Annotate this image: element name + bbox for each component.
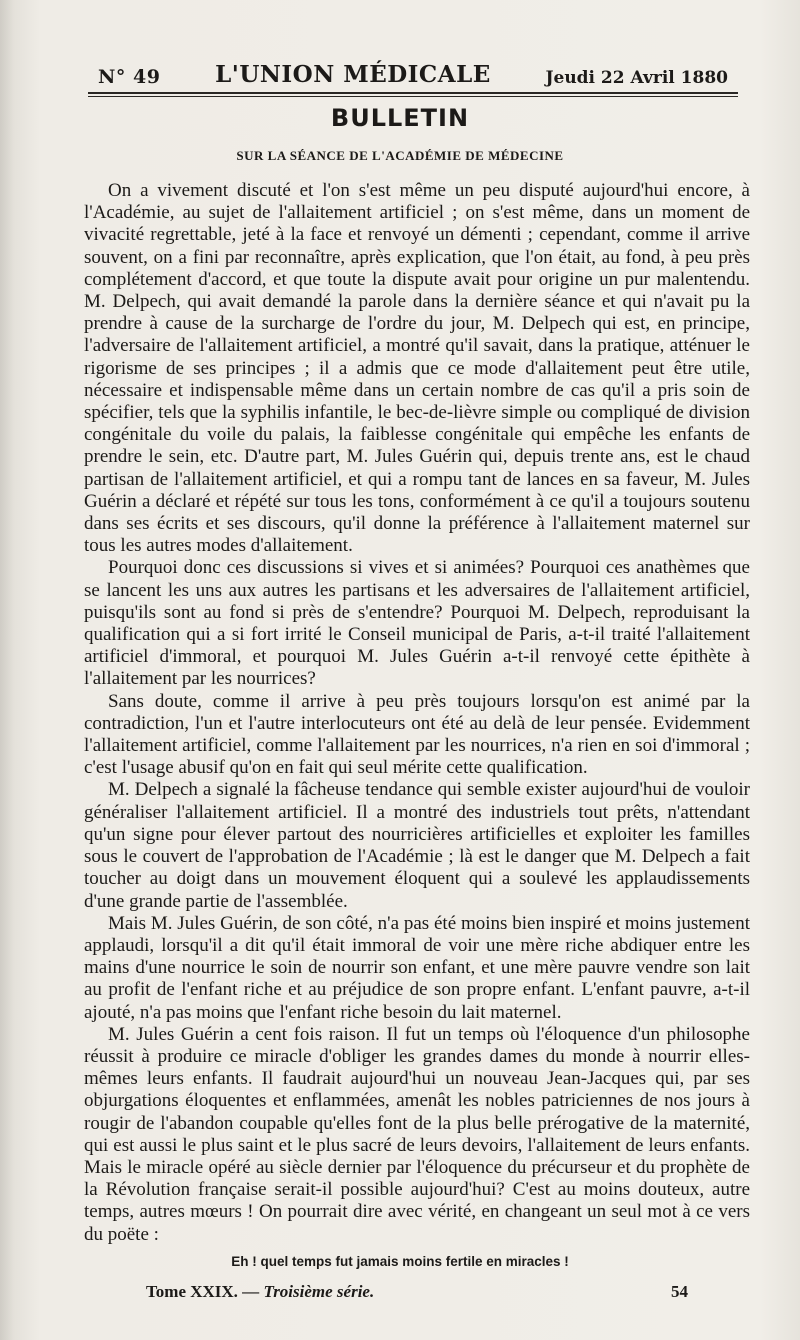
page-footer	[146, 1282, 688, 1302]
paragraph: M. Delpech a signalé la fâcheuse tendance qui semble exister aujourd'hui de vouloir généraliser l'allaitement artificiel. Il a montré des industriels tout prêts, n'attendant qu'un signe pour élever partout des nourricières artificielles et exploiter les familles sous le couvert de l'approbation de l'Académie ; là est le danger que M. Delpech a fait toucher au doigt dans un mouvement éloquent qui a soulevé les applaudissements d'une grande partie de l'assemblée.	[84, 779, 750, 912]
page-number: 54	[671, 1282, 688, 1301]
page-header	[98, 48, 728, 88]
journal-title: L'UNION MÉDICALE	[215, 61, 491, 88]
verse-quote: Eh ! quel temps fut jamais moins fertile en miracles !	[231, 1254, 569, 1269]
article-body	[84, 180, 750, 1246]
section-subtitle: SUR LA SÉANCE DE L'ACADÉMIE DE MÉDECINE	[236, 148, 564, 163]
section-title: BULLETIN	[330, 104, 470, 132]
header-rule	[88, 92, 738, 97]
series-label: Troisième série.	[263, 1282, 375, 1301]
tome-label: Tome XXIX. —	[146, 1282, 260, 1301]
paragraph: On a vivement discuté et l'on s'est même un peu disputé aujourd'hui encore, à l'Académie, au sujet de l'allaitement artificiel ; on s'est même, dans un moment de vivacité regrettable, jeté à la face et renvoyé un démenti ; cependant, comme il arrive souvent, on a fini par reconnaître, après explication, que l'on était, au fond, à peu près complétement d'accord, et que toute la dispute avait pour origine un pur malentendu. M. Delpech, qui avait demandé la parole dans la dernière séance et qui n'avait pu la prendre à cause de la surcharge de l'ordre du jour, M. Delpech qui est, en principe, l'adversaire de l'allaitement artificiel, a montré qu'il savait, dans la pratique, atténuer le rigorisme de ses principes ; il a admis que ce mode d'allaitement peut être utile, nécessaire et indispensable même dans un certain nombre de cas qu'il a pris soin de spécifier, tels que la syphilis infantile, le bec-de-lièvre simple ou compliqué de division congénitale du voile du palais, la faiblesse congénitale qui empêche les enfants de prendre le sein, etc. D'autre part, M. Jules Guérin qui, depuis trente ans, est le chaud partisan de l'allaitement artificiel, et qui a rompu tant de lances en sa faveur, M. Jules Guérin a déclaré et répété sur tous les tons, conformément à ce qu'il a toujours soutenu dans ses écrits et ses discours, qu'il donne la préférence à l'allaitement maternel sur tous les autres modes d'allaitement.	[84, 180, 750, 557]
paragraph: Sans doute, comme il arrive à peu près toujours lorsqu'on est animé par la contradiction, l'un et l'autre interlocuteurs ont été au delà de leur pensée. Evidemment l'allaitement artificiel, comme l'allaitement par les nourrices, n'a rien en soi d'immoral ; c'est l'usage abusif qu'on en fait qui seul mérite cette qualification.	[84, 690, 750, 779]
paragraph: M. Jules Guérin a cent fois raison. Il fut un temps où l'éloquence d'un philosophe réussit à produire ce miracle d'obliger les grandes dames du monde à nourrir elles-mêmes leurs enfants. Il faudrait aujourd'hui un nouveau Jean-Jacques qui, par ses objurgations éloquentes et enflammées, amenât les nobles patriciennes de nos jours à rougir de l'abandon coupable qu'elles font de la plus belle prérogative de la maternité, qui est aussi le plus saint et le plus sacré de leurs devoirs, l'allaitement de leurs enfants. Mais le miracle opéré au siècle dernier par l'éloquence du précurseur et du prophète de la Révolution française serait-il possible aujourd'hui? C'est au moins douteux, autre temps, autres mœurs ! On pourrait dire avec vérité, en changeant un seul mot à ce vers du poëte :	[84, 1023, 750, 1245]
issue-number: N° 49	[98, 66, 161, 88]
volume-info	[146, 1282, 374, 1302]
paragraph: Mais M. Jules Guérin, de son côté, n'a pas été moins bien inspiré et moins justement applaudi, lorsqu'il a dit qu'il était immoral de voir une mère riche abdiquer entre les mains d'une nourrice le soin de nourrir son enfant, et une mère pauvre vendre son lait au profit de l'enfant riche et au préjudice de son propre enfant. L'enfant pauvre, a-t-il ajouté, n'a pas moins que l'enfant riche besoin du lait maternel.	[84, 912, 750, 1023]
paragraph: Pourquoi donc ces discussions si vives et si animées? Pourquoi ces anathèmes que se lancent les uns aux autres les partisans et les adversaires de l'allaitement artificiel, puisqu'ils sont au fond si près de s'entendre? Pourquoi M. Delpech, reproduisant la qualification qui a si fort irrité le Conseil municipal de Paris, a-t-il traité l'allaitement artificiel d'immoral, et pourquoi M. Jules Guérin a-t-il renvoyé cette épithète à l'allaitement par les nourrices?	[84, 557, 750, 690]
issue-date: Jeudi 22 Avril 1880	[545, 68, 728, 88]
